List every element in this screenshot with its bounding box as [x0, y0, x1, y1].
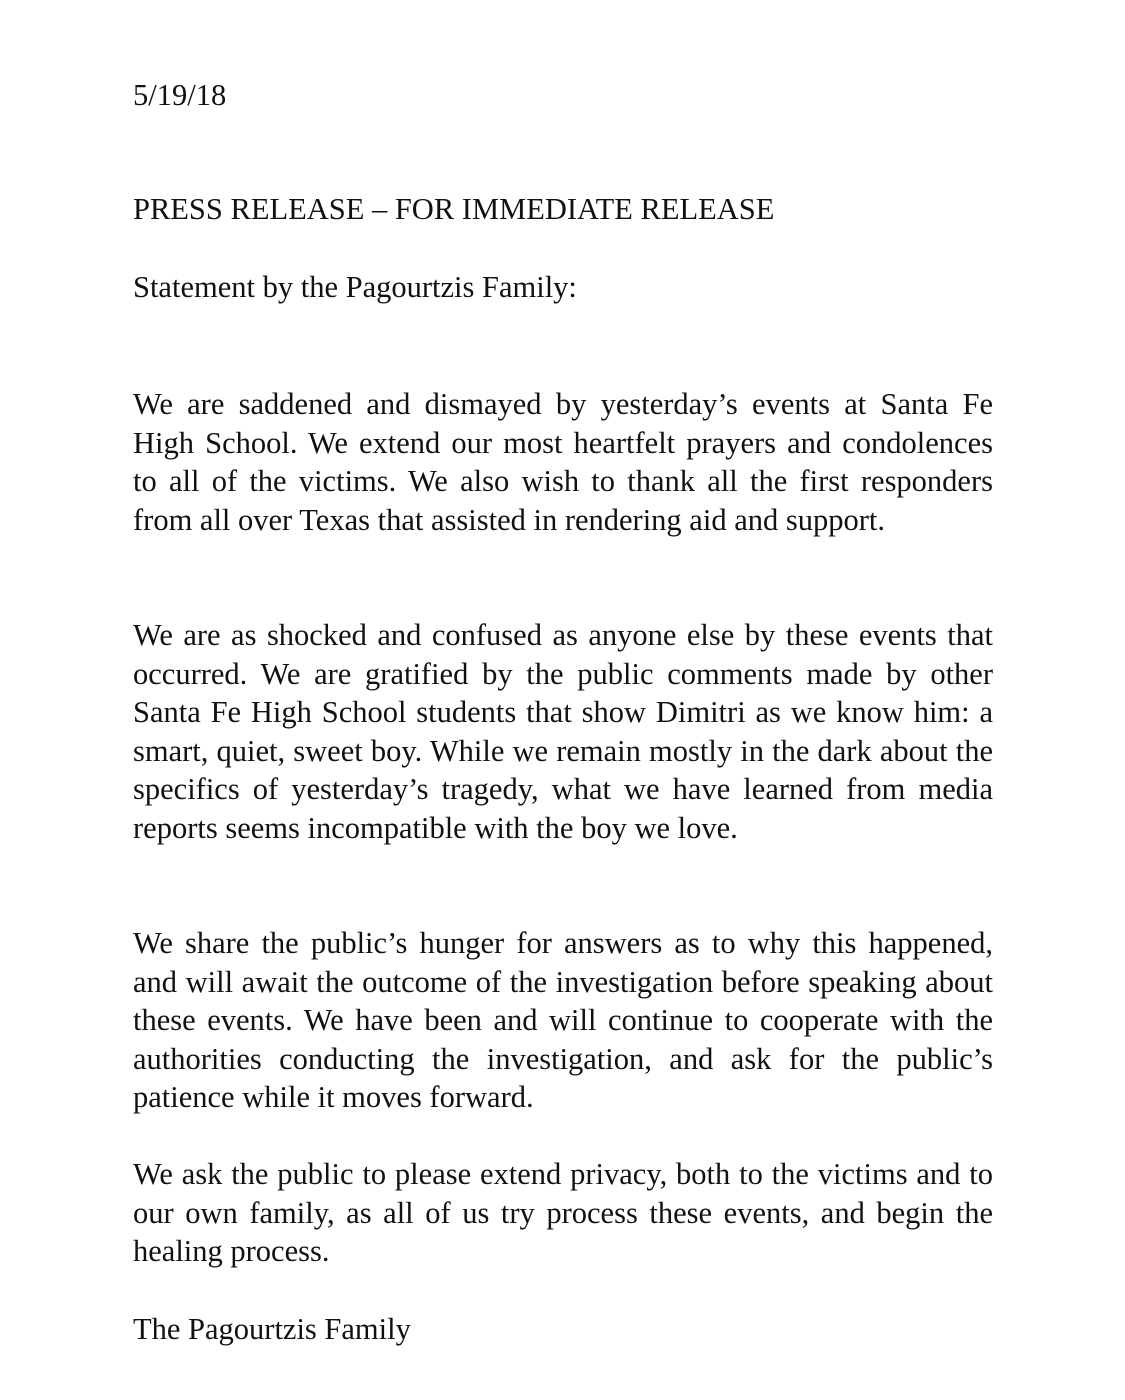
- statement-intro: Statement by the Pagourtzis Family:: [133, 270, 577, 304]
- paragraph-shock: We are as shocked and confused as anyone else by these events that occurred. We are gratified by the public comments made by other Santa Fe High School students that show Dimitri as we know him: a smart, quiet, sweet boy. While we remain mostly in the dark about the specifics of yesterday’s tragedy, what we have learned from media reports seems incompatible with the boy we love.: [133, 618, 993, 845]
- paragraph-investigation: We share the public’s hunger for answers as to why this happened, and will await the outcome of the investigation before speaking about these events. We have been and will continue to cooperate with the authorities conducting the investigation, and ask for the public’s patience while it moves forward.: [133, 926, 993, 1114]
- release-heading: PRESS RELEASE – FOR IMMEDIATE RELEASE: [133, 192, 775, 226]
- release-date: 5/19/18: [133, 78, 227, 112]
- paragraph-condolences: We are saddened and dismayed by yesterday’s events at Santa Fe High School. We extend our most heartfelt prayers and condolences to all of the victims. We also wish to thank all the first responders from all over Texas that assisted in rendering aid and support.: [133, 387, 993, 537]
- signature: The Pagourtzis Family: [133, 1312, 411, 1346]
- paragraph-privacy: We ask the public to please extend privacy, both to the victims and to our own family, as all of us try process these events, and begin the healing process.: [133, 1157, 993, 1268]
